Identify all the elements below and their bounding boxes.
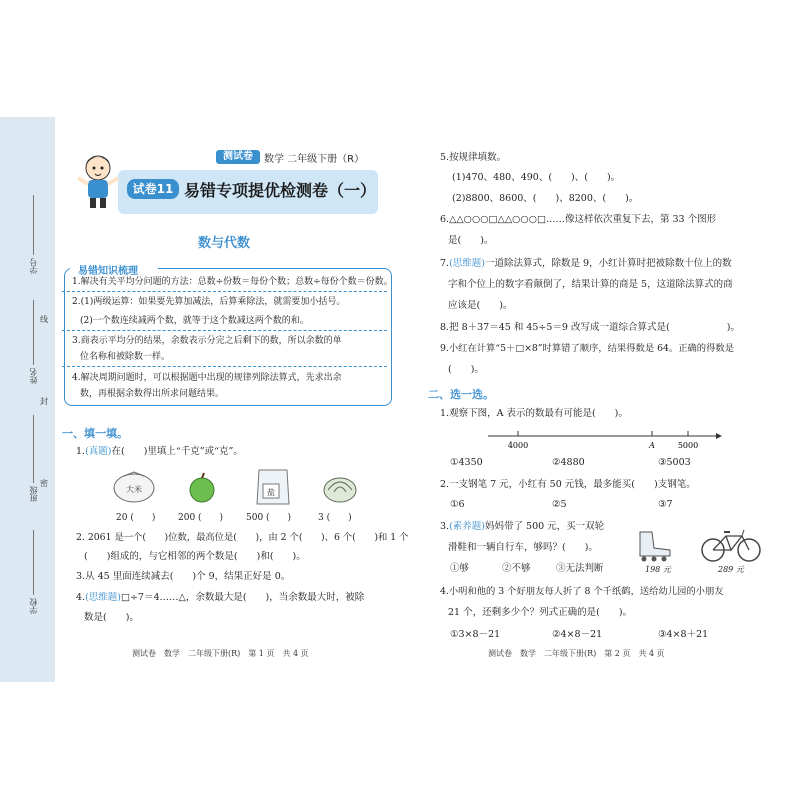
knowledge-line-2: 2.(1)两级运算：如果要先算加减法，后算乘除法，就需要加小括号。 (72, 297, 346, 307)
question-4-line-2: 数是( )。 (84, 612, 139, 623)
school-line (33, 530, 34, 595)
q1-option-2[interactable]: ②4880 (552, 457, 585, 468)
q1-option-3[interactable]: ③5003 (658, 457, 691, 468)
paper-title: 易错专项提优检测卷（一） (184, 181, 377, 200)
q3-option-3[interactable]: ③无法判断 (556, 563, 604, 574)
choice-question-3-line-2: 滑鞋和一辆自行车，够吗？( )。 (448, 542, 598, 553)
rice-label: 大米 (126, 485, 142, 494)
q1-answer-salt[interactable]: 500 ( ) (246, 513, 292, 523)
cut-mark-seal: 封 (40, 397, 48, 406)
paper-number-badge: 试卷11 (127, 179, 179, 199)
q1-option-1[interactable]: ①4350 (450, 457, 483, 468)
q4-option-1[interactable]: ①3×8－21 (450, 629, 501, 640)
bicycle-price: 289 元 (718, 565, 744, 574)
question-7-line-2: 字和个位上的数字看颠倒了，结果计算的商是 5，这道除法算式的商 (448, 279, 733, 290)
question-3: 3.从 45 里面连续减去( )个 9，结果正好是 0。 (76, 571, 291, 582)
question-1: 1.(真题)在( )里填上“千克”或“克”。 (76, 446, 243, 457)
name-line (33, 300, 34, 365)
knowledge-title: 易错知识梳理 (78, 266, 138, 277)
name-label: 姓名 (29, 368, 38, 384)
question-4-line-1: 4.(思维题)□÷7＝4……△，余数最大是( )，当余数最大时，被除 (76, 592, 365, 603)
cut-mark-line: 线 (40, 315, 48, 324)
question-7-line-3: 应该是( )。 (448, 300, 513, 311)
student-id-label: 学号 (29, 258, 38, 274)
roller-skates-icon (634, 528, 676, 562)
school-label: 学校 (29, 598, 38, 614)
skates-price: 198 元 (645, 565, 671, 574)
footer-page-1: 测试卷 数学 二年级下册(R) 第 1 页 共 4 页 (132, 649, 309, 658)
knowledge-line-4: 3.商表示平均分的结果，余数表示分完之后剩下的数，所以余数的单 (72, 336, 342, 346)
question-9-line-1: 9.小红在计算“5＋□×8”时算错了顺序，结果得数是 64。正确的得数是 (440, 343, 734, 354)
q1-answer-rice[interactable]: 20 ( ) (116, 513, 156, 523)
question-7-line-1: 7.(思维题)一道除法算式，除数是 9，小红计算时把被除数十位上的数 (440, 258, 732, 269)
q2-option-3[interactable]: ③7 (658, 499, 673, 510)
section-title: 数与代数 (198, 236, 251, 251)
choice-question-4-line-2: 21 个，还剩多少个？列式正确的是( )。 (448, 607, 633, 618)
header-subject: 数学 二年级下册（R） (264, 154, 365, 165)
knowledge-line-6: 4.解决周期问题时，可以根据题中出现的规律列除法算式，先求出余 (72, 373, 342, 383)
divider (62, 330, 387, 331)
apple-icon (186, 472, 218, 504)
salt-label: 盐 (267, 488, 275, 497)
footer-page-2: 测试卷 数学 二年级下册(R) 第 2 页 共 4 页 (488, 649, 665, 658)
mascot-boy-icon (72, 150, 122, 212)
choice-question-4-line-1: 4.小明和他的 3 个好朋友每人折了 8 个千纸鹤，送给幼儿园的小朋友 (440, 586, 724, 597)
q1-answer-cabbage[interactable]: 3 ( ) (318, 513, 352, 523)
knowledge-line-7: 数，再根据余数得出所求问题结果。 (80, 389, 225, 399)
question-tag: (思维题) (85, 592, 121, 603)
question-5a: (1)470、480、490、( )、( )。 (452, 172, 621, 183)
knowledge-line-5: 位名称和被除数一样。 (80, 352, 171, 362)
salt-bag-icon (253, 466, 293, 508)
section-1-heading: 一、填一填。 (62, 427, 128, 440)
knowledge-line-3: (2)一个数连续减两个数，就等于这个数减这两个数的和。 (80, 316, 309, 326)
divider (62, 366, 387, 367)
section-2-heading: 二、选一选。 (428, 388, 494, 401)
choice-question-3-line-1: 3.(素养题)妈妈带了 500 元，买一双轮 (440, 521, 605, 532)
question-6-line-2: 是( )。 (448, 235, 494, 246)
q2-option-2[interactable]: ②5 (552, 499, 567, 510)
question-tag: (素养题) (449, 521, 485, 532)
choice-question-1: 1.观察下图，A 表示的数最有可能是( )。 (440, 408, 628, 419)
question-2-line-1: 2. 2061 是一个( )位数，最高位是( )，由 2 个( )、6 个( )和 1 个 (76, 532, 409, 543)
q4-option-2[interactable]: ②4×8－21 (552, 629, 603, 640)
question-5: 5.按规律填数。 (440, 152, 507, 163)
rice-bag-icon (110, 470, 158, 506)
question-5b: (2)8800、8600、( )、8200、( )。 (452, 193, 639, 204)
number-line (486, 428, 722, 452)
question-tag: (思维题) (449, 258, 485, 269)
class-label: 班级 (29, 486, 38, 502)
q2-option-1[interactable]: ①6 (450, 499, 465, 510)
divider (62, 291, 387, 292)
cabbage-icon (320, 470, 360, 506)
q4-option-3[interactable]: ③4×8＋21 (658, 629, 709, 640)
question-6-line-1: 6.△△○○○□△△○○○□……像这样依次重复下去，第 33 个图形 (440, 214, 717, 225)
knowledge-line-1: 1.解决有关平均分问题的方法：总数÷份数＝每份个数；总数÷每份个数＝份数。 (72, 277, 393, 287)
question-2-line-2: ( )组成的，与它相邻的两个数是( )和( )。 (84, 551, 306, 562)
test-badge: 测试卷 (216, 150, 260, 164)
question-tag: (真题) (85, 446, 112, 457)
question-9-line-2: ( )。 (448, 364, 484, 375)
cut-mark-secret: 密 (40, 479, 48, 488)
q3-option-1[interactable]: ①够 (450, 563, 470, 574)
class-line (33, 415, 34, 483)
numberline-left: 4000 (507, 441, 529, 450)
q1-answer-apple[interactable]: 200 ( ) (178, 513, 224, 523)
question-8: 8.把 8＋37＝45 和 45÷5＝9 改写成一道综合算式是( )。 (440, 322, 740, 333)
student-id-line (33, 195, 34, 255)
numberline-mark: A (649, 441, 655, 450)
q3-option-2[interactable]: ②不够 (502, 563, 531, 574)
numberline-right: 5000 (677, 441, 699, 450)
choice-question-2: 2.一支钢笔 7 元，小红有 50 元钱，最多能买( )支钢笔。 (440, 479, 696, 490)
bicycle-icon (700, 526, 762, 564)
